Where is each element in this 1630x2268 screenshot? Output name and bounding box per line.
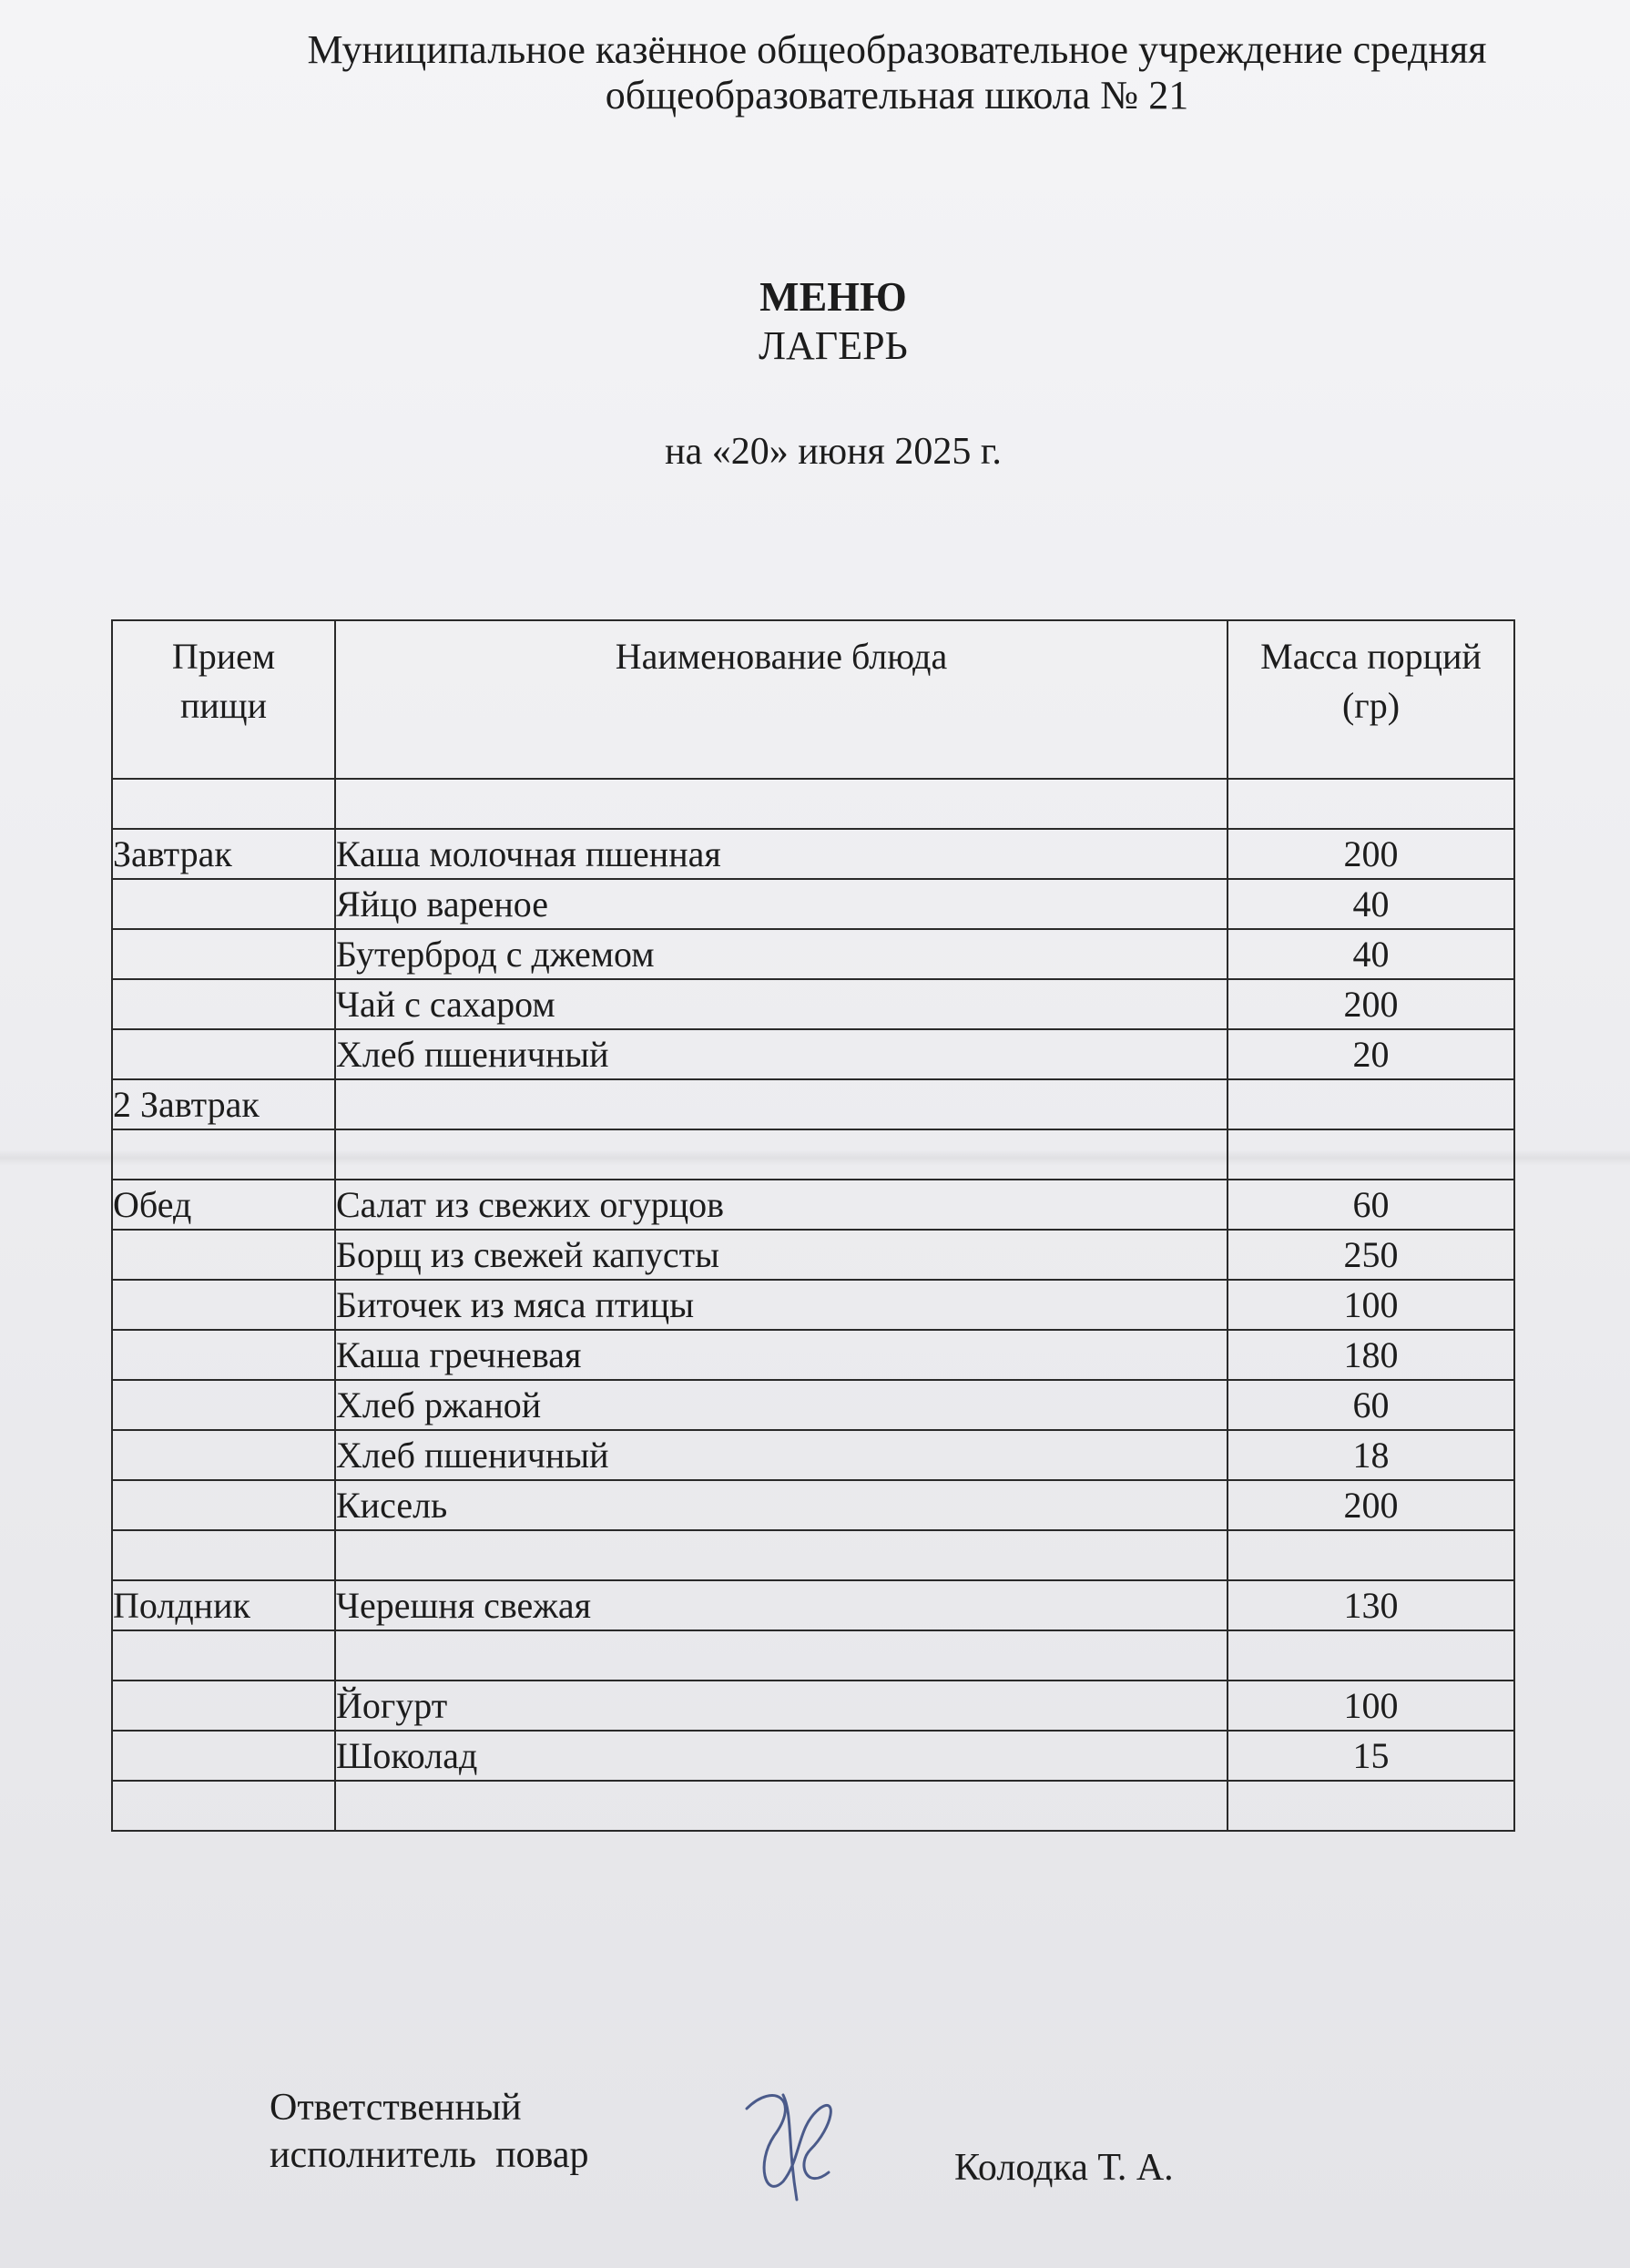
dish-cell [335, 1129, 1228, 1180]
dish-cell: Каша гречневая [335, 1330, 1228, 1380]
table-row [112, 1280, 1514, 1330]
mass-cell: 130 [1228, 1580, 1514, 1630]
meal-cell [112, 1280, 335, 1330]
mass-cell: 60 [1228, 1180, 1514, 1230]
dish-cell: Черешня свежая [335, 1580, 1228, 1630]
dish-cell: Хлеб пшеничный [335, 1029, 1228, 1079]
mass-cell [1228, 1781, 1514, 1831]
table-row [112, 1731, 1514, 1781]
dish-cell: Каша молочная пшенная [335, 829, 1228, 879]
meal-cell [112, 1330, 335, 1380]
table-row [112, 1330, 1514, 1380]
mass-cell: 100 [1228, 1681, 1514, 1731]
dish-cell: Биточек из мяса птицы [335, 1280, 1228, 1330]
mass-cell: 18 [1228, 1430, 1514, 1480]
meal-cell [112, 1129, 335, 1180]
table-row [112, 1230, 1514, 1280]
handwritten-signature-icon [719, 2072, 856, 2209]
meal-cell [112, 1230, 335, 1280]
mass-cell: 200 [1228, 979, 1514, 1029]
signature-role [270, 2084, 588, 2179]
table-row [112, 1480, 1514, 1530]
meal-cell: 2 Завтрак [112, 1079, 335, 1129]
meal-cell [112, 879, 335, 929]
mass-cell [1228, 779, 1514, 829]
meal-cell [112, 979, 335, 1029]
mass-cell: 200 [1228, 829, 1514, 879]
meal-cell [112, 1630, 335, 1681]
dish-cell [335, 1530, 1228, 1580]
table-row [112, 1079, 1514, 1129]
table-row [112, 879, 1514, 929]
mass-cell [1228, 1129, 1514, 1180]
organization-name-line1: Муниципальное казённое общеобразовательное учреждение средняя [307, 27, 1487, 72]
table-header-row [112, 620, 1514, 779]
mass-cell: 20 [1228, 1029, 1514, 1079]
table-row [112, 929, 1514, 979]
dish-cell: Бутерброд с джемом [335, 929, 1228, 979]
header-mass: Масса порций (гр) [1228, 620, 1514, 779]
menu-table-body [112, 779, 1514, 1831]
dish-cell: Хлеб ржаной [335, 1380, 1228, 1430]
meal-cell [112, 1731, 335, 1781]
document-date: на «20» июня 2025 г. [665, 431, 1002, 473]
mass-cell: 40 [1228, 929, 1514, 979]
mass-cell [1228, 1630, 1514, 1681]
mass-cell [1228, 1530, 1514, 1580]
header-meal: Прием пищи [112, 620, 335, 779]
dish-cell [335, 1781, 1228, 1831]
dish-cell: Борщ из свежей капусты [335, 1230, 1228, 1280]
meal-cell [112, 1380, 335, 1430]
meal-cell [112, 1530, 335, 1580]
dish-cell: Салат из свежих огурцов [335, 1180, 1228, 1230]
dish-cell [335, 779, 1228, 829]
meal-cell: Завтрак [112, 829, 335, 879]
table-row [112, 1630, 1514, 1681]
meal-cell [112, 1681, 335, 1731]
meal-cell [112, 1430, 335, 1480]
mass-cell: 15 [1228, 1731, 1514, 1781]
meal-cell [112, 929, 335, 979]
mass-cell: 40 [1228, 879, 1514, 929]
table-row [112, 1380, 1514, 1430]
meal-cell [112, 779, 335, 829]
signature-role-line1: Ответственный [270, 2087, 522, 2129]
mass-cell: 200 [1228, 1480, 1514, 1530]
table-row [112, 829, 1514, 879]
table-row [112, 1430, 1514, 1480]
table-row [112, 1781, 1514, 1831]
mass-cell: 60 [1228, 1380, 1514, 1430]
menu-table [111, 619, 1515, 1832]
table-row [112, 979, 1514, 1029]
document-subtitle: ЛАГЕРЬ [759, 323, 908, 368]
dish-cell: Чай с сахаром [335, 979, 1228, 1029]
dish-cell [335, 1079, 1228, 1129]
header-dish: Наименование блюда [335, 620, 1228, 779]
mass-cell: 180 [1228, 1330, 1514, 1380]
organization-name-line2: общеобразовательная школа № 21 [605, 73, 1189, 117]
mass-cell: 100 [1228, 1280, 1514, 1330]
signature-name: Колодка Т. А. [954, 2147, 1174, 2189]
table-row [112, 1129, 1514, 1180]
signature-role-line2: исполнитель повар [270, 2134, 589, 2176]
table-row [112, 1681, 1514, 1731]
dish-cell: Йогурт [335, 1681, 1228, 1731]
meal-cell: Полдник [112, 1580, 335, 1630]
dish-cell: Хлеб пшеничный [335, 1430, 1228, 1480]
table-row [112, 1029, 1514, 1079]
table-row [112, 1580, 1514, 1630]
dish-cell: Шоколад [335, 1731, 1228, 1781]
meal-cell [112, 1781, 335, 1831]
dish-cell: Яйцо вареное [335, 879, 1228, 929]
mass-cell: 250 [1228, 1230, 1514, 1280]
dish-cell: Кисель [335, 1480, 1228, 1530]
dish-cell [335, 1630, 1228, 1681]
table-row [112, 1180, 1514, 1230]
document-title: МЕНЮ [759, 273, 907, 320]
document-header [255, 27, 1539, 118]
meal-cell [112, 1029, 335, 1079]
table-row [112, 779, 1514, 829]
meal-cell [112, 1480, 335, 1530]
table-row [112, 1530, 1514, 1580]
meal-cell: Обед [112, 1180, 335, 1230]
mass-cell [1228, 1079, 1514, 1129]
